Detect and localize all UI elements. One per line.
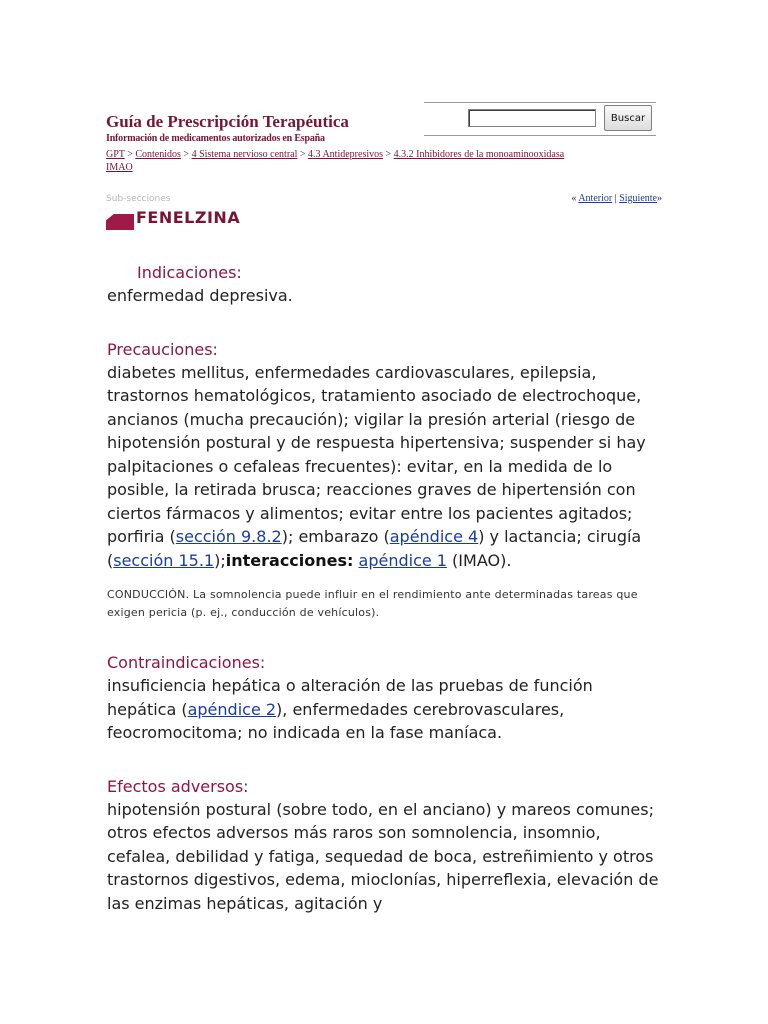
pager-divider: | (614, 193, 617, 204)
search-button[interactable]: Buscar (604, 105, 652, 131)
conduccion-note: CONDUCCIÓN. La somnolencia puede influir en el rendimiento ante determinadas tareas que exigen pericia (p. ej., conducción de vehículos). (107, 588, 638, 619)
efectos-adversos-heading: Efectos adversos: (107, 776, 249, 796)
subsections-label: Sub-secciones (106, 194, 171, 204)
breadcrumb-link-imao[interactable]: IMAO (106, 162, 133, 173)
breadcrumb (106, 148, 666, 174)
link-apendice-2[interactable]: apéndice 2 (187, 699, 277, 719)
precauciones-heading: Precauciones: (107, 339, 218, 359)
link-apendice-4[interactable]: apéndice 4 (389, 527, 479, 546)
breadcrumb-link-gpt[interactable]: GPT (106, 149, 125, 160)
link-apendice-1[interactable]: apéndice 1 (358, 550, 447, 570)
link-seccion-9-8-2[interactable]: sección 9.8.2 (175, 527, 282, 546)
precauciones-text-part: diabetes mellitus, enfermedades cardiovasculares, epilepsia, trastornos hematológicos, tratamiento asociado de electrochoque, ancianos (mucha precaución); vigilar la presión arterial (riesgo de hipotensión postural y de respuesta hipertensiva; suspender si hay palpitaciones o cefaleas frecuentes): evitar, en la medida de lo posible, la retirada brusca; reacciones graves de hipertensión con ciertos fármacos y alimentos; evitar entre los pacientes agitados; porfiria ( (107, 362, 646, 546)
drug-name: FENELZINA (136, 208, 241, 227)
pager-close-quote: » (657, 193, 662, 204)
precauciones-text-part: ) y lactancia; cirugía ( (107, 527, 642, 570)
precauciones-text (107, 361, 667, 573)
pager (571, 193, 662, 204)
search-input[interactable] (468, 109, 596, 127)
precauciones-text-part: ); embarazo ( (281, 527, 390, 546)
efectos-adversos-text: hipotensión postural (sobre todo, en el anciano) y mareos comunes; otros efectos adversos más raros son somnolencia, insomnio, cefalea, debilidad y fatiga, sequedad de boca, estreñimiento y otros trastornos digestivos, edema, mioclonías, hiperreflexia, elevación de las enzimas hepáticas, agitación y (107, 799, 659, 913)
contraindicaciones-heading: Contraindicaciones: (107, 653, 266, 672)
precauciones-text-part: (IMAO). (446, 550, 512, 570)
indicaciones-text: enfermedad depresiva. (107, 286, 293, 305)
interacciones-label: interacciones: (225, 550, 354, 570)
site-title: Guía de Prescripción Terapéutica (106, 112, 349, 131)
link-seccion-15-1[interactable]: sección 15.1 (113, 550, 215, 570)
next-link[interactable]: Siguiente (619, 193, 657, 204)
breadcrumb-separator: > (127, 149, 133, 160)
breadcrumb-link-contenidos[interactable]: Contenidos (135, 149, 181, 160)
breadcrumb-separator: > (385, 149, 392, 160)
previous-link[interactable]: Anterior (578, 193, 613, 204)
site-subtitle: Información de medicamentos autorizados en España (106, 133, 325, 144)
contraindicaciones-text-part: ), enfermedades cerebrovasculares, feocromocitoma; no indicada en la fase maníaca. (107, 699, 565, 742)
breadcrumb-separator: > (299, 149, 306, 160)
pager-open-quote: « (571, 193, 577, 204)
drug-marker-icon (106, 214, 134, 230)
breadcrumb-separator: > (183, 149, 190, 160)
breadcrumb-link-antidepresivos[interactable]: 4.3 Antidepresivos (308, 149, 384, 160)
contraindicaciones-text-part: insuficiencia hepática o alteración de las pruebas de función hepática ( (107, 676, 593, 719)
precauciones-text-part: ); (214, 550, 226, 570)
search-form (424, 102, 656, 136)
breadcrumb-link-sistema-nervioso[interactable]: 4 Sistema nervioso central (191, 149, 298, 160)
breadcrumb-link-inhibidores-mao[interactable]: 4.3.2 Inhibidores de la monoaminooxidasa (393, 149, 565, 160)
monograph-content (107, 262, 667, 915)
indicaciones-heading: Indicaciones: (137, 263, 242, 282)
contraindicaciones-text (107, 674, 667, 745)
